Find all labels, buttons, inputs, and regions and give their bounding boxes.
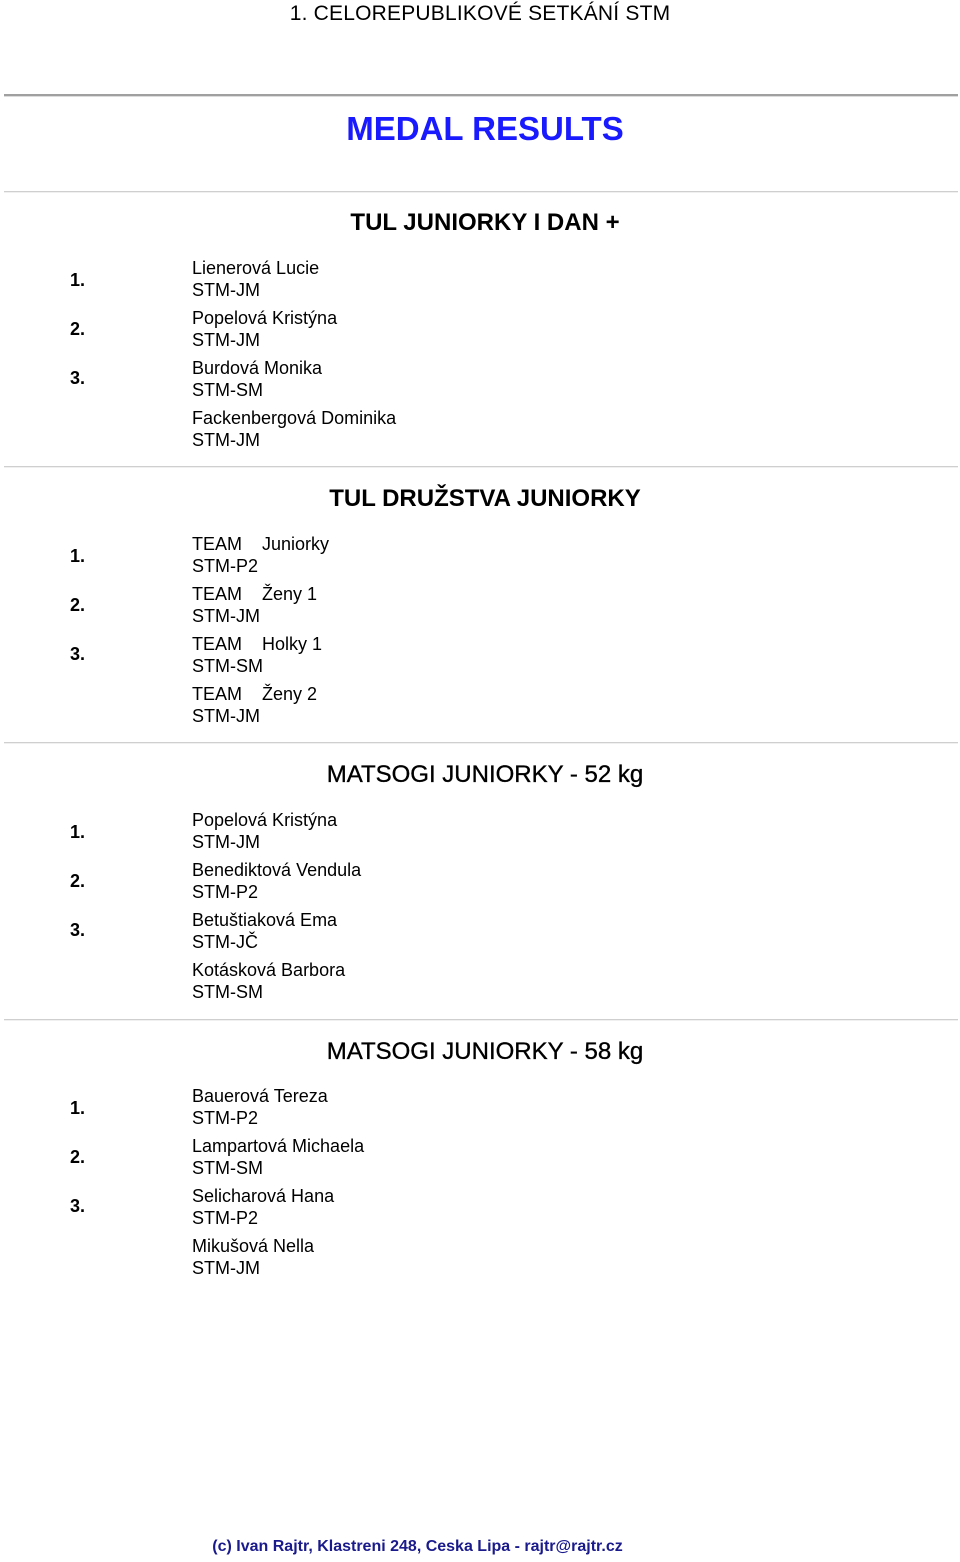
club-code: STM-JM (192, 330, 260, 350)
result-entry (192, 809, 692, 859)
club-code: STM-JM (192, 832, 260, 852)
competitor-name: TEAM Ženy 1 (192, 584, 318, 604)
place-3: 3. (70, 920, 86, 940)
club-code: STM-SM (192, 1158, 263, 1178)
result-entry (192, 909, 692, 959)
club-code: STM-SM (192, 982, 263, 1002)
category-title: TUL DRUŽSTVA JUNIORKY (329, 485, 641, 512)
club-code: STM-P2 (192, 1208, 259, 1228)
place-3: 3. (70, 644, 86, 664)
competitor-name: TEAM Juniorky (192, 534, 330, 554)
header-divider (4, 94, 958, 97)
category-title: MATSOGI JUNIORKY - 52 kg (326, 761, 644, 788)
competitor-name: Kotásková Barbora (192, 960, 346, 980)
competitor-name: Popelová Kristýna (192, 810, 338, 830)
club-code: STM-JM (192, 606, 260, 626)
result-entry (192, 1085, 692, 1135)
club-code: STM-JM (192, 1258, 260, 1278)
results-list (192, 809, 692, 1009)
place-1: 1. (70, 546, 86, 566)
place-3: 3. (70, 368, 86, 388)
result-entry (192, 959, 692, 1009)
section-divider (4, 1019, 958, 1021)
competitor-name: Burdová Monika (192, 358, 323, 378)
result-entry (192, 533, 692, 583)
club-code: STM-JM (192, 280, 260, 300)
competitor-name: Bauerová Tereza (192, 1086, 328, 1106)
results-list (192, 533, 692, 733)
club-code: STM-P2 (192, 556, 259, 576)
competitor-name: Betuštiaková Ema (192, 910, 338, 930)
result-entry (192, 357, 692, 407)
result-entry (192, 407, 692, 457)
result-entry (192, 1235, 692, 1285)
competitor-name: TEAM Ženy 2 (192, 684, 318, 704)
event-title: 1. CELOREPUBLIKOVÉ SETKÁNÍ STM (289, 2, 671, 25)
section-divider (4, 191, 958, 193)
place-1: 1. (70, 822, 86, 842)
club-code: STM-JČ (192, 932, 258, 952)
place-2: 2. (70, 871, 86, 891)
result-entry (192, 1185, 692, 1235)
section-divider (4, 466, 958, 468)
competitor-name: Popelová Kristýna (192, 308, 338, 328)
category-title: TUL JUNIORKY I DAN + (350, 209, 620, 236)
place-1: 1. (70, 270, 86, 290)
competitor-name: Fackenbergová Dominika (192, 408, 397, 428)
club-code: STM-JM (192, 430, 260, 450)
club-code: STM-P2 (192, 882, 259, 902)
place-3: 3. (70, 1196, 86, 1216)
results-list (192, 257, 692, 457)
result-entry (192, 683, 692, 733)
club-code: STM-SM (192, 656, 263, 676)
category-title: MATSOGI JUNIORKY - 58 kg (326, 1038, 644, 1065)
club-code: STM-SM (192, 380, 263, 400)
place-2: 2. (70, 595, 86, 615)
result-entry (192, 257, 692, 307)
place-1: 1. (70, 1098, 86, 1118)
place-2: 2. (70, 319, 86, 339)
club-code: STM-JM (192, 706, 260, 726)
competitor-name: Selicharová Hana (192, 1186, 335, 1206)
competitor-name: TEAM Holky 1 (192, 634, 323, 654)
competitor-name: Lienerová Lucie (192, 258, 320, 278)
competitor-name: Benediktová Vendula (192, 860, 362, 880)
results-list (192, 1085, 692, 1285)
result-entry (192, 583, 692, 633)
competitor-name: Lampartová Michaela (192, 1136, 365, 1156)
result-entry (192, 307, 692, 357)
page-heading: MEDAL RESULTS (346, 110, 624, 147)
club-code: STM-P2 (192, 1108, 259, 1128)
result-entry (192, 633, 692, 683)
result-entry (192, 859, 692, 909)
result-entry (192, 1135, 692, 1185)
copyright-footer: (c) Ivan Rajtr, Klastreni 248, Ceska Lipa - rajtr@rajtr.cz (212, 1538, 623, 1555)
section-divider (4, 742, 958, 744)
place-2: 2. (70, 1147, 86, 1167)
competitor-name: Mikušová Nella (192, 1236, 315, 1256)
